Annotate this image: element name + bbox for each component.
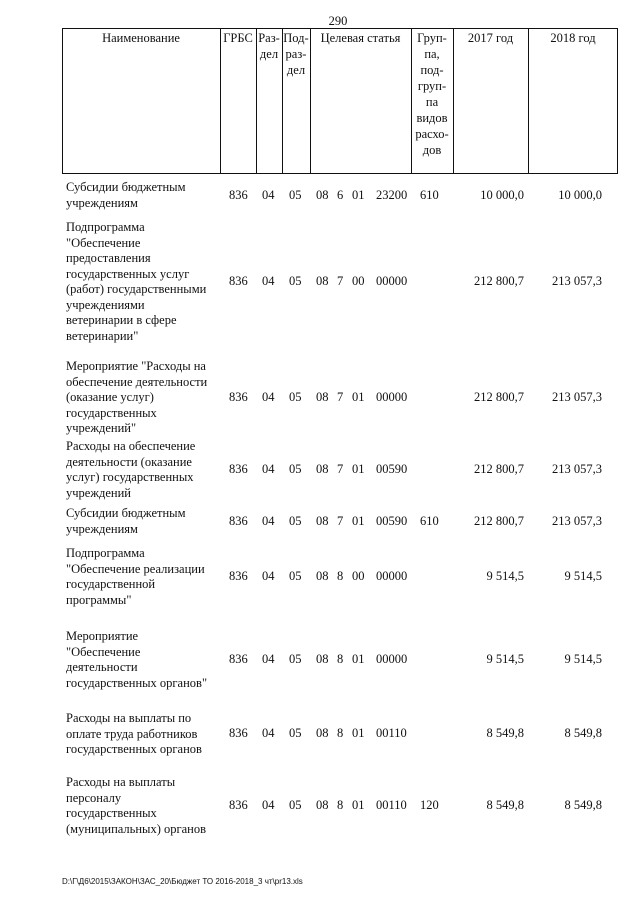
header-group-line: па bbox=[425, 95, 439, 109]
row-name-line: Субсидии бюджетным bbox=[66, 506, 186, 520]
cell-2017: 212 800,7 bbox=[474, 274, 524, 288]
page-number: 290 bbox=[328, 14, 348, 28]
cell-razdel: 04 bbox=[262, 274, 275, 288]
cell-2017: 8 549,8 bbox=[486, 726, 524, 740]
cell-2017: 9 514,5 bbox=[486, 569, 524, 583]
cell-target-subprogram: 7 bbox=[337, 274, 344, 288]
header-2018: 2018 год bbox=[550, 31, 596, 45]
cell-grbs: 836 bbox=[229, 188, 248, 202]
cell-target-subprogram: 7 bbox=[337, 390, 344, 404]
header-podrazdel-line: дел bbox=[286, 63, 306, 77]
cell-target-direction: 00000 bbox=[376, 390, 408, 404]
header-podrazdel bbox=[282, 30, 310, 78]
cell-grbs: 836 bbox=[229, 652, 248, 666]
row-name bbox=[66, 711, 226, 758]
footer-path: D:\Г\Д6\2015\ЗАКОН\ЗАС_20\Бюджет ТО 2016-2018_3 чт\pr13.xls bbox=[62, 877, 303, 886]
cell-target-program: 08 bbox=[316, 569, 329, 583]
row-name-line: Мероприятие bbox=[66, 629, 139, 643]
row-name-line: предоставления bbox=[66, 251, 151, 265]
cell-target-event: 01 bbox=[352, 390, 365, 404]
cell-target-subprogram: 8 bbox=[337, 798, 344, 812]
row-name-line: (муниципальных) органов bbox=[66, 821, 207, 836]
cell-2018: 9 514,5 bbox=[564, 569, 602, 583]
row-name-line: учреждений" bbox=[66, 421, 137, 435]
row-name-line: Подпрограмма bbox=[66, 220, 145, 234]
row-name-line: обеспечение деятельности bbox=[66, 374, 208, 389]
cell-2017: 10 000,0 bbox=[480, 188, 524, 202]
cell-target-program: 08 bbox=[316, 652, 329, 666]
cell-target-program: 08 bbox=[316, 726, 329, 740]
row-name-line: государственных bbox=[66, 405, 157, 420]
cell-razdel: 04 bbox=[262, 390, 275, 404]
cell-razdel: 04 bbox=[262, 569, 275, 583]
cell-podrazdel: 05 bbox=[289, 798, 302, 812]
row-name-line: "Обеспечение реализации bbox=[66, 561, 205, 576]
cell-razdel: 04 bbox=[262, 798, 275, 812]
cell-target-direction: 00000 bbox=[376, 569, 408, 583]
header-group bbox=[411, 30, 453, 158]
row-name-line: Расходы на выплаты по bbox=[66, 711, 192, 725]
cell-razdel: 04 bbox=[262, 462, 275, 476]
row-name-line: персоналу bbox=[66, 790, 122, 805]
cell-target-program: 08 bbox=[316, 188, 329, 202]
cell-target-event: 01 bbox=[352, 514, 365, 528]
cell-grbs: 836 bbox=[229, 514, 248, 528]
row-name-line: деятельности (оказание bbox=[66, 454, 192, 469]
row-name-line: "Обеспечение bbox=[66, 235, 141, 250]
cell-2018: 213 057,3 bbox=[552, 390, 602, 404]
header-divider bbox=[310, 28, 311, 174]
cell-podrazdel: 05 bbox=[289, 569, 302, 583]
row-name-line: Субсидии бюджетным bbox=[66, 180, 186, 194]
row-name bbox=[66, 629, 226, 691]
cell-target-event: 01 bbox=[352, 462, 365, 476]
header-razdel bbox=[256, 30, 282, 62]
cell-target-direction: 00110 bbox=[376, 798, 407, 812]
cell-2018: 213 057,3 bbox=[552, 274, 602, 288]
row-name-line: государственной bbox=[66, 577, 156, 591]
row-name-line: (работ) государственными bbox=[66, 282, 207, 296]
header-group-line: видов bbox=[416, 111, 448, 125]
cell-expense-type: 610 bbox=[420, 188, 439, 202]
cell-podrazdel: 05 bbox=[289, 188, 302, 202]
cell-target-direction: 00590 bbox=[376, 514, 408, 528]
cell-target-direction: 00000 bbox=[376, 652, 408, 666]
table-header-frame bbox=[62, 28, 618, 174]
row-name-line: деятельности bbox=[66, 660, 138, 674]
cell-razdel: 04 bbox=[262, 652, 275, 666]
row-name-line: государственных услуг bbox=[66, 266, 190, 281]
row-name bbox=[66, 439, 226, 501]
header-group-line: расхо- bbox=[415, 127, 449, 141]
cell-target-subprogram: 8 bbox=[337, 652, 344, 666]
cell-target-program: 08 bbox=[316, 798, 329, 812]
cell-target-direction: 23200 bbox=[376, 188, 408, 202]
row-name-line: учреждений bbox=[66, 485, 131, 500]
cell-target-program: 08 bbox=[316, 514, 329, 528]
cell-grbs: 836 bbox=[229, 390, 248, 404]
header-divider bbox=[62, 28, 63, 174]
header-group-line: груп- bbox=[417, 79, 447, 93]
cell-2017: 8 549,8 bbox=[486, 798, 524, 812]
header-razdel-line: Раз- bbox=[258, 31, 280, 45]
cell-grbs: 836 bbox=[229, 726, 248, 740]
row-name bbox=[66, 220, 226, 344]
cell-target-subprogram: 7 bbox=[337, 514, 344, 528]
header-podrazdel-line: Под- bbox=[283, 31, 309, 45]
row-name bbox=[66, 506, 226, 537]
cell-target-event: 00 bbox=[352, 274, 365, 288]
row-name-line: государственных органов bbox=[66, 742, 202, 756]
header-group-line: Груп- bbox=[417, 31, 447, 45]
cell-grbs: 836 bbox=[229, 798, 248, 812]
header-group-line: под- bbox=[420, 63, 444, 77]
row-name-line: государственных органов" bbox=[66, 675, 208, 690]
row-name-line: "Обеспечение bbox=[66, 644, 141, 659]
cell-target-direction: 00110 bbox=[376, 726, 407, 740]
cell-target-event: 01 bbox=[352, 798, 365, 812]
row-name-line: учреждениям bbox=[66, 521, 138, 536]
row-name bbox=[66, 546, 226, 608]
cell-target-direction: 00000 bbox=[376, 274, 408, 288]
cell-podrazdel: 05 bbox=[289, 462, 302, 476]
header-grbs: ГРБС bbox=[223, 31, 253, 45]
cell-razdel: 04 bbox=[262, 726, 275, 740]
cell-target-subprogram: 6 bbox=[337, 188, 344, 202]
header-divider bbox=[528, 28, 529, 174]
row-name-line: Мероприятие "Расходы на bbox=[66, 359, 206, 373]
header-divider bbox=[220, 28, 221, 174]
cell-razdel: 04 bbox=[262, 188, 275, 202]
cell-target-event: 00 bbox=[352, 569, 365, 583]
row-name bbox=[66, 775, 226, 837]
row-name-line: государственных bbox=[66, 806, 157, 820]
cell-target-program: 08 bbox=[316, 390, 329, 404]
cell-2018: 9 514,5 bbox=[564, 652, 602, 666]
cell-target-event: 01 bbox=[352, 726, 365, 740]
row-name-line: оплате труда работников bbox=[66, 726, 198, 741]
header-razdel-line: дел bbox=[259, 47, 279, 61]
header-name: Наименование bbox=[102, 31, 180, 45]
cell-2017: 212 800,7 bbox=[474, 514, 524, 528]
cell-target-subprogram: 8 bbox=[337, 569, 344, 583]
cell-2017: 212 800,7 bbox=[474, 390, 524, 404]
cell-podrazdel: 05 bbox=[289, 274, 302, 288]
row-name-line: программы" bbox=[66, 592, 132, 607]
cell-2018: 8 549,8 bbox=[564, 798, 602, 812]
header-group-line: дов bbox=[422, 143, 442, 157]
row-name bbox=[66, 180, 226, 211]
row-name-line: услуг) государственных bbox=[66, 470, 194, 484]
header-group-line: па, bbox=[424, 47, 440, 61]
row-name-line: Подпрограмма bbox=[66, 546, 145, 560]
cell-2018: 213 057,3 bbox=[552, 462, 602, 476]
row-name-line: ветеринарии в сфере bbox=[66, 313, 177, 327]
row-name bbox=[66, 359, 226, 437]
row-name-line: Расходы на выплаты bbox=[66, 775, 176, 789]
cell-grbs: 836 bbox=[229, 569, 248, 583]
row-name-line: учреждениям bbox=[66, 195, 138, 210]
header-podrazdel-line: раз- bbox=[285, 47, 307, 61]
cell-2018: 10 000,0 bbox=[558, 188, 602, 202]
cell-2018: 213 057,3 bbox=[552, 514, 602, 528]
cell-podrazdel: 05 bbox=[289, 726, 302, 740]
cell-target-event: 01 bbox=[352, 188, 365, 202]
cell-target-program: 08 bbox=[316, 274, 329, 288]
cell-podrazdel: 05 bbox=[289, 514, 302, 528]
row-name-line: (оказание услуг) bbox=[66, 390, 154, 404]
row-name-line: Расходы на обеспечение bbox=[66, 439, 196, 453]
cell-expense-type: 120 bbox=[420, 798, 439, 812]
cell-grbs: 836 bbox=[229, 462, 248, 476]
cell-target-event: 01 bbox=[352, 652, 365, 666]
cell-2017: 212 800,7 bbox=[474, 462, 524, 476]
cell-2017: 9 514,5 bbox=[486, 652, 524, 666]
cell-target-direction: 00590 bbox=[376, 462, 408, 476]
cell-grbs: 836 bbox=[229, 274, 248, 288]
row-name-line: ветеринарии" bbox=[66, 328, 139, 343]
header-2017: 2017 год bbox=[467, 31, 514, 45]
cell-podrazdel: 05 bbox=[289, 652, 302, 666]
row-name-line: учреждениями bbox=[66, 297, 145, 312]
cell-podrazdel: 05 bbox=[289, 390, 302, 404]
cell-target-program: 08 bbox=[316, 462, 329, 476]
cell-expense-type: 610 bbox=[420, 514, 439, 528]
cell-target-subprogram: 7 bbox=[337, 462, 344, 476]
cell-target-subprogram: 8 bbox=[337, 726, 344, 740]
cell-razdel: 04 bbox=[262, 514, 275, 528]
cell-2018: 8 549,8 bbox=[564, 726, 602, 740]
header-divider bbox=[453, 28, 454, 174]
header-target: Целевая статья bbox=[320, 31, 401, 45]
